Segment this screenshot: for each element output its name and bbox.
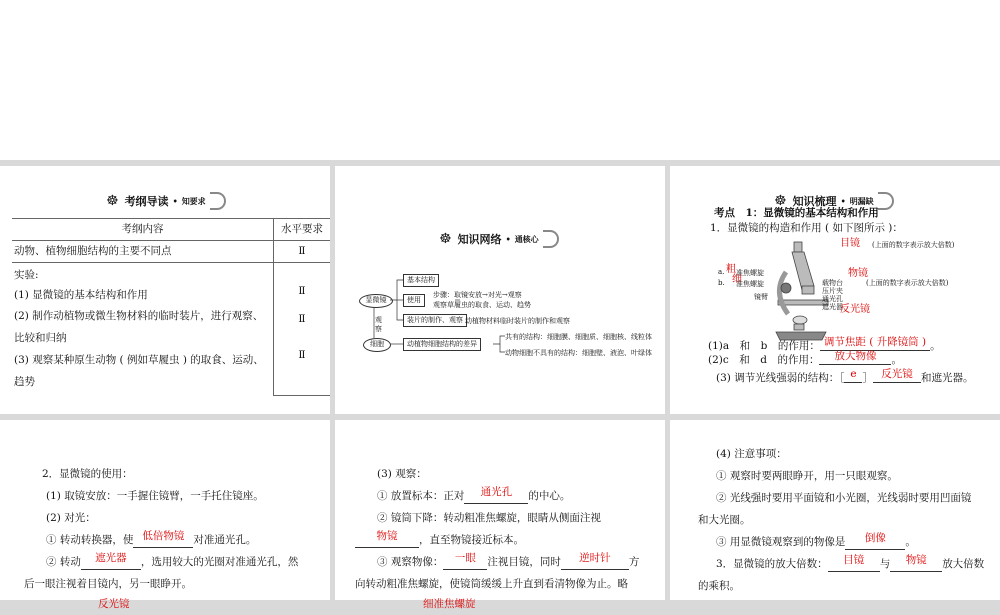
label-clip: 压片夹 — [822, 287, 843, 295]
swoosh-decoration — [210, 192, 226, 210]
text-segment: 的中心。 — [528, 490, 571, 502]
helm-icon: ☸ — [774, 193, 787, 209]
swoosh-decoration — [878, 192, 894, 210]
q3-answer: 反光镜 — [873, 366, 921, 383]
text-segment: ① 转动转换器，使 — [46, 534, 134, 546]
observe-line-5 — [377, 552, 639, 574]
level-value: Ⅱ — [298, 313, 306, 325]
q2-answer: 放大物像 — [819, 348, 891, 365]
q1-answer: 调节焦距 ( 升降镜筒 ) — [820, 334, 930, 351]
node-usage: 使用 — [403, 294, 425, 307]
top-blank-area — [0, 0, 1000, 160]
text-segment: 方 — [628, 556, 640, 568]
q3-post: 和遮光器。 — [920, 372, 974, 384]
answer-mirror: 反光镜 — [840, 304, 870, 315]
section-banner: ☸ 考纲导读 • 知要求 — [106, 192, 226, 210]
answer-fine: 细 — [732, 274, 742, 285]
topic-heading: 考点 1：显微镜的基本结构和作用 — [714, 207, 879, 219]
text-segment: ① 放置标本：正对 — [377, 490, 465, 502]
q2-text: (2)c 和 d 的作用： — [708, 354, 820, 366]
q1-text: (1)a 和 b 的作用： — [708, 340, 820, 352]
node-basic-structure: 基本结构 — [403, 274, 439, 287]
notes-heading: (4) 注意事项： — [716, 448, 787, 460]
banner-subtitle: 通核心 — [514, 233, 539, 244]
observe-heading: (3) 观察： — [377, 468, 427, 480]
slide-knowledge-network[interactable] — [335, 166, 665, 414]
text-segment: 放大倍数 — [942, 558, 985, 570]
column-header: 考纲内容 — [12, 219, 274, 241]
answer-counterclockwise: 逆时针 — [561, 548, 629, 570]
usage-line-5 — [46, 552, 298, 574]
notes-line-3: ② 光线强时要用平面镜和小光圈，光线弱时要用凹面镜 — [716, 492, 972, 504]
text-segment: 注视目镜，同时 — [487, 556, 561, 568]
level-cell: Ⅱ — [274, 241, 331, 263]
banner-title: 考纲导读 — [124, 195, 169, 208]
text-segment: ，选用较大的光圈对准通光孔，然 — [140, 556, 299, 568]
helm-icon: ☸ — [106, 193, 119, 209]
observe-line-6: 向转动粗准焦螺旋，使镜筒缓缓上升直到看清物像为止。略 — [355, 578, 628, 590]
level-value: Ⅱ — [298, 285, 306, 297]
column-header: 水平要求 — [274, 219, 331, 241]
section-banner: ☸ 知识梳理 • 明漏缺 — [774, 192, 894, 210]
label-fine-knob: 准焦螺旋 — [736, 280, 764, 288]
q3-text: (3) 调节光线强弱的结构：［ — [716, 372, 845, 384]
question-1: (1)a 和 b 的作用： 调节焦距 ( 升降镜筒 ) 。 — [708, 336, 941, 352]
slide-observation[interactable] — [335, 420, 665, 610]
observe-label: 观察 — [375, 316, 382, 333]
answer-objective: 物镜 — [355, 526, 419, 548]
common-structures: 共有的结构：细胞膜、细胞质、细胞核、线粒体 — [505, 333, 652, 341]
notes-line-5 — [716, 532, 916, 554]
note-magnification: (上面的数字表示放大倍数) — [872, 241, 955, 249]
notes-line-4: 和大光圈。 — [698, 514, 751, 526]
usage-steps: 步骤：取镜安放→对光→观察 — [433, 291, 522, 299]
question-3 — [716, 370, 973, 387]
table-cell — [12, 263, 274, 396]
label-a: a. — [718, 268, 725, 276]
answer-objective: 物镜 — [890, 550, 942, 572]
table-header-row — [12, 219, 330, 241]
label-aperture: 通光孔 — [822, 295, 843, 303]
observe-line-3: ② 镜筒下降：转动粗准焦螺旋，眼睛从侧面注视 — [377, 512, 601, 524]
text-segment: ② 转动 — [46, 556, 81, 568]
row-text: (2) 制作动植物或微生物材料的临时装片，进行观察、比较和归纳 — [14, 310, 264, 344]
observe-line-2 — [377, 486, 570, 508]
answer-aperture: 通光孔 — [464, 482, 528, 504]
text-segment: 3．显微镜的放大倍数： — [716, 558, 828, 570]
observe-line-4 — [355, 530, 524, 552]
question-intro: 1．显微镜的构造和作用 ( 如下图所示 )： — [710, 222, 903, 234]
banner-title: 知识梳理 — [792, 195, 837, 208]
label-diaphragm: 遮光器 — [822, 303, 843, 311]
slide-prep-detail: 动植物材料临时装片的制作和观察 — [465, 317, 570, 325]
level-cell — [274, 263, 331, 396]
text-segment: ③ 观察物像： — [377, 556, 444, 568]
answer-one-eye: 一眼 — [443, 548, 487, 570]
usage-observe: 观察草履虫的取食、运动、趋势 — [433, 301, 531, 309]
banner-subtitle: 知要求 — [181, 195, 206, 206]
text-segment: ，直至物镜接近标本。 — [419, 534, 524, 546]
label-coarse-knob: 准焦螺旋 — [736, 269, 764, 277]
usage-line-6: 后一眼注视着目镜内，另一眼睁开。 — [24, 578, 192, 590]
row-text: (1) 显微镜的基本结构和作用 — [14, 289, 148, 301]
question-2: (2)c 和 d 的作用： 放大物像 。 — [708, 350, 902, 366]
node-cell-differences: 动植物细胞结构的差异 — [403, 338, 481, 351]
note-objective: (上面的数字表示放大倍数) — [866, 279, 949, 287]
table-row — [12, 263, 330, 396]
answer-low-objective: 低倍物镜 — [133, 526, 193, 548]
answer-fine-focus-partial: 细准焦螺旋 — [423, 598, 476, 610]
slide-knowledge-review[interactable] — [670, 166, 1000, 414]
banner-title: 知识网络 — [457, 233, 502, 246]
text-segment: 。 — [905, 536, 916, 548]
usage-step-2: (2) 对光： — [46, 512, 96, 524]
plant-only-structures: 动物细胞不具有的结构：细胞壁、液泡、叶绿体 — [505, 349, 652, 357]
answer-coarse: 粗 — [726, 264, 736, 275]
answer-objective: 物镜 — [848, 268, 868, 279]
slide-microscope-usage[interactable] — [0, 420, 330, 610]
label-arm: 镜臂 — [754, 293, 768, 301]
table-cell: 动物、植物细胞结构的主要不同点 — [12, 241, 274, 263]
slide-notes[interactable] — [670, 420, 1000, 600]
text-segment: 对准通光孔。 — [193, 534, 257, 546]
row-text: 实验: — [14, 269, 39, 281]
q3-bracket: ］ — [862, 372, 873, 384]
table-row — [12, 241, 330, 263]
row-text: (3) 观察某种原生动物 ( 例如草履虫 ) 的取食、运动、趋势 — [14, 354, 264, 388]
label-stage: 载物台 — [822, 279, 843, 287]
answer-diaphragm: 遮光器 — [81, 548, 141, 570]
node-slide-prep: 装片的制作、观察 — [403, 314, 467, 327]
notes-line-6 — [716, 554, 984, 576]
text-segment: ③ 用显微镜观察到的物像是 — [716, 536, 846, 548]
text-segment: 与 — [879, 558, 891, 570]
q3-answer-letter: e — [844, 366, 862, 383]
usage-step-1: (1) 取镜安放：一手握住镜臂，一手托住镜座。 — [46, 490, 264, 502]
outline-table — [12, 218, 330, 396]
banner-subtitle: 明漏缺 — [849, 195, 874, 206]
node-cell: 细胞 — [363, 338, 391, 352]
label-b: b. — [718, 279, 725, 287]
answer-mirror-partial: 反光镜 — [98, 598, 130, 610]
section-banner: ☸ 知识网络 • 通核心 — [439, 230, 559, 248]
usage-line-4 — [46, 530, 256, 552]
answer-eyepiece: 目镜 — [828, 550, 880, 572]
level-value: Ⅱ — [298, 349, 306, 361]
answer-inverted-image: 倒像 — [845, 528, 905, 550]
node-microscope: 显微镜 — [359, 294, 393, 308]
answer-eyepiece: 目镜 — [840, 238, 860, 249]
usage-heading: 2．显微镜的使用： — [42, 468, 133, 480]
slide-exam-outline[interactable] — [0, 166, 330, 414]
notes-line-7: 的乘积。 — [698, 580, 740, 592]
notes-line-2: ① 观察时要两眼睁开，用一只眼观察。 — [716, 470, 898, 482]
helm-icon: ☸ — [439, 231, 452, 247]
